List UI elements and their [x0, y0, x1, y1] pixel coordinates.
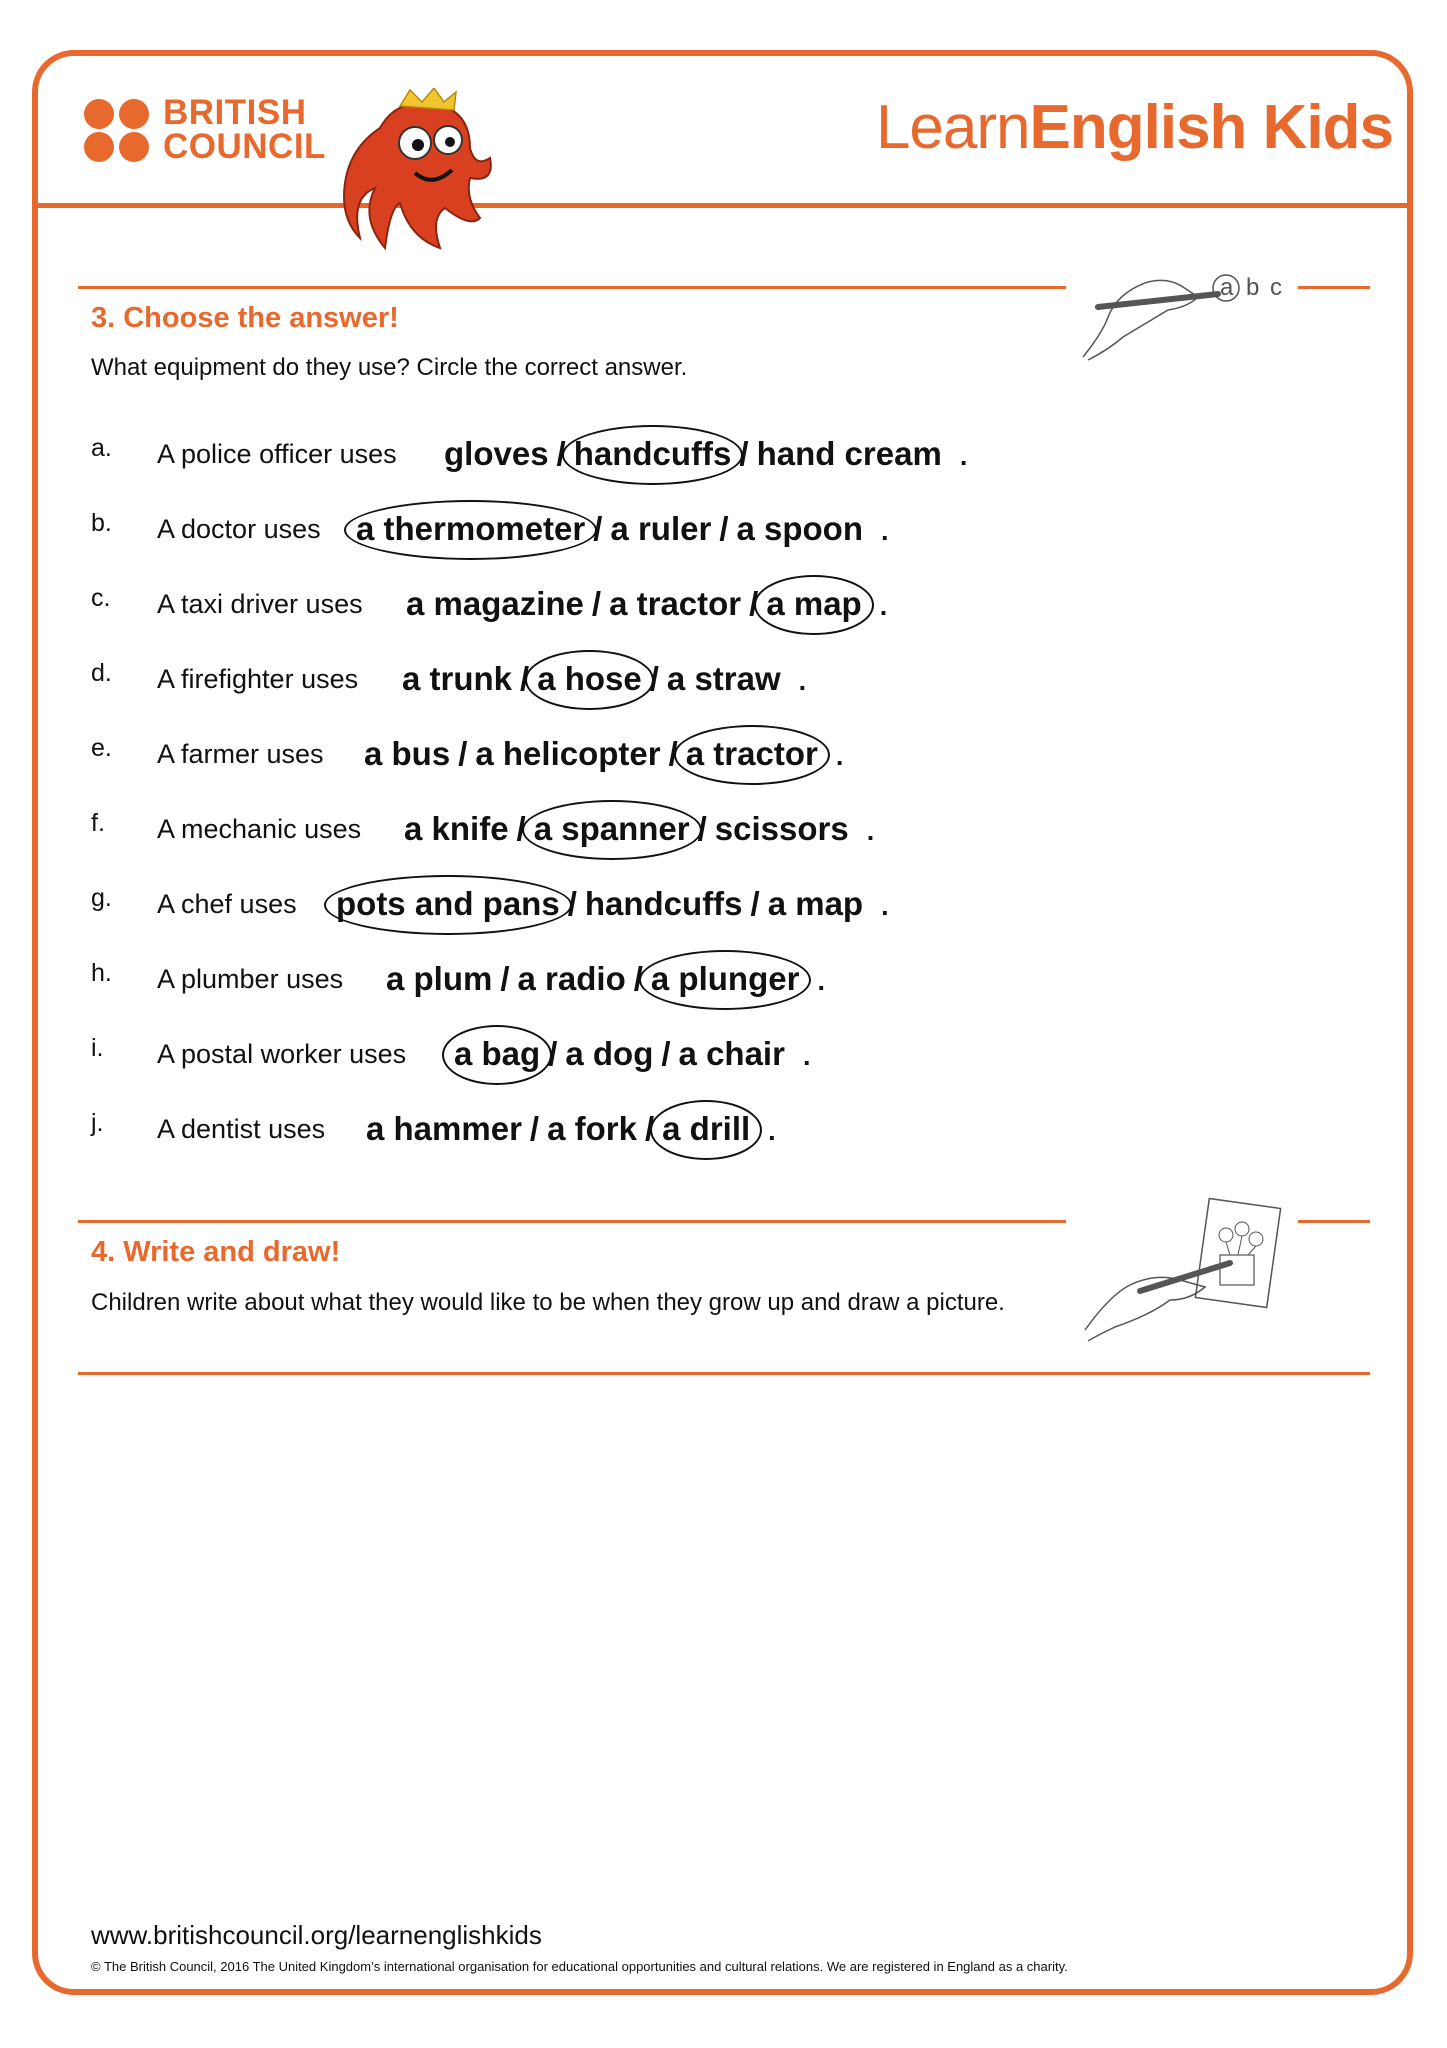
answer-options [454, 1035, 810, 1073]
question-row [91, 724, 1291, 784]
answer-options [406, 585, 887, 623]
logo-learn: Learn [875, 93, 1030, 162]
question-letter: g. [91, 884, 112, 912]
section-3-rule [78, 286, 1066, 289]
answer-options [356, 510, 889, 548]
answer-options [402, 660, 806, 698]
answer-option[interactable]: a straw [666, 660, 781, 697]
answer-options [336, 885, 889, 923]
option-separator: / [644, 1110, 655, 1147]
circled-answer-option[interactable]: pots and pans [336, 885, 560, 922]
question-prompt: A chef uses [157, 888, 297, 919]
answer-option[interactable]: a bus [364, 735, 451, 772]
answer-option[interactable]: a hammer [366, 1110, 522, 1147]
sentence-end: . [798, 666, 807, 696]
question-letter: i. [91, 1034, 104, 1062]
hand-writing-abc-icon [1078, 262, 1318, 362]
circled-answer-option[interactable]: a thermometer [356, 510, 586, 547]
hand-drawing-flowers-icon [1080, 1195, 1290, 1345]
answer-option[interactable]: a helicopter [475, 735, 661, 772]
header-divider [32, 203, 1413, 208]
circled-answer-option[interactable]: a spanner [533, 810, 690, 847]
answer-option[interactable]: a fork [547, 1110, 637, 1147]
option-separator: / [567, 885, 577, 922]
answer-option[interactable]: a chair [678, 1035, 785, 1072]
section-4-rule-right [1298, 1220, 1370, 1223]
logo-line-2: COUNCIL [163, 127, 326, 166]
answer-options [364, 735, 843, 773]
option-separator: / [520, 660, 530, 697]
option-separator: / [668, 735, 678, 772]
question-letter: j. [91, 1109, 104, 1137]
answer-option[interactable]: a knife [404, 810, 509, 847]
question-prompt: A taxi driver uses [157, 588, 363, 619]
question-row [91, 1024, 1291, 1084]
option-separator: / [556, 435, 566, 472]
section-3-instruction: What equipment do they use? Circle the correct answer. [91, 354, 688, 381]
section-4-title: 4. Write and draw! [91, 1236, 341, 1268]
question-letter: c. [91, 584, 111, 612]
answer-options [444, 435, 967, 473]
sentence-end: . [879, 591, 888, 621]
answer-option[interactable]: a ruler [610, 510, 712, 547]
question-letter: e. [91, 734, 112, 762]
answer-option[interactable]: a tractor [609, 585, 742, 622]
option-separator: / [750, 885, 760, 922]
option-separator: / [697, 810, 707, 847]
sentence-end: . [881, 891, 889, 921]
question-prompt: A mechanic uses [157, 813, 362, 844]
question-prompt: A doctor uses [157, 513, 321, 544]
answer-option[interactable]: a spoon [736, 510, 863, 547]
question-letter: h. [91, 959, 112, 987]
footer-copyright: © The British Council, 2016 The United Kingdom’s international organisation for educational opportunities and cultural relations. We are registered in England as a charity. [91, 1959, 1068, 1974]
question-row [91, 424, 1291, 484]
sentence-end: . [959, 441, 968, 471]
section-4-instruction: Children write about what they would like to be when they grow up and draw a picture. [91, 1289, 1005, 1316]
option-separator: / [739, 435, 749, 472]
answer-option[interactable]: handcuffs [584, 885, 743, 922]
svg-text:c: c [1270, 274, 1282, 301]
answer-option[interactable]: hand cream [756, 435, 942, 472]
learnenglish-kids-logo [876, 92, 1393, 163]
circled-answer-option[interactable]: a drill [662, 1110, 751, 1147]
option-separator: / [649, 660, 659, 697]
question-letter: d. [91, 659, 112, 687]
question-prompt: A firefighter uses [157, 663, 359, 694]
question-prompt: A plumber uses [157, 963, 344, 994]
option-separator: / [593, 510, 603, 547]
british-council-logo [84, 93, 326, 166]
logo-line-1: BRITISH [163, 93, 307, 132]
option-separator: / [458, 735, 468, 772]
question-row [91, 499, 1291, 559]
question-prompt: A police officer uses [157, 438, 397, 469]
circled-answer-option[interactable]: a tractor [685, 735, 818, 772]
option-separator: / [749, 585, 759, 622]
question-letter: b. [91, 509, 112, 537]
question-letter: a. [91, 434, 112, 462]
question-prompt: A dentist uses [157, 1113, 326, 1144]
circled-answer-option[interactable]: a map [766, 585, 862, 622]
answer-option[interactable]: a dog [565, 1035, 654, 1072]
option-separator: / [516, 810, 526, 847]
question-row [91, 799, 1291, 859]
circled-answer-option[interactable]: a plunger [650, 960, 800, 997]
question-row [91, 1099, 1291, 1159]
section-4-rule [78, 1220, 1066, 1223]
footer-url: www.britishcouncil.org/learnenglishkids [91, 1920, 542, 1950]
section-4-bottom-rule [78, 1372, 1370, 1375]
option-separator: / [500, 960, 510, 997]
monster-mascot-icon [330, 88, 530, 263]
option-separator: / [548, 1035, 558, 1072]
circled-answer-option[interactable]: a hose [537, 660, 642, 697]
answer-option[interactable]: a plum [386, 960, 493, 997]
answer-options [404, 810, 874, 848]
logo-dots-icon [84, 99, 151, 162]
sentence-end: . [835, 741, 844, 771]
question-prompt: A farmer uses [157, 738, 324, 769]
answer-options [386, 960, 825, 998]
answer-option[interactable]: a trunk [402, 660, 513, 697]
answer-option[interactable]: a magazine [406, 585, 584, 622]
sentence-end: . [866, 816, 875, 846]
option-separator: / [529, 1110, 540, 1147]
svg-text:b: b [1246, 274, 1260, 301]
question-row [91, 949, 1291, 1009]
option-separator: / [591, 585, 602, 622]
circled-answer-option[interactable]: a bag [454, 1035, 541, 1072]
logo-english-kids: English Kids [1029, 93, 1393, 162]
answer-option[interactable]: scissors [714, 810, 849, 847]
circled-answer-option[interactable]: handcuffs [573, 435, 732, 472]
option-separator: / [719, 510, 729, 547]
section-3-title: 3. Choose the answer! [91, 302, 399, 334]
answer-option[interactable]: gloves [444, 435, 549, 472]
sentence-end: . [881, 516, 889, 546]
option-separator: / [633, 960, 643, 997]
sentence-end: . [802, 1041, 811, 1071]
question-row [91, 649, 1291, 709]
question-letter: f. [91, 809, 105, 837]
sentence-end: . [768, 1116, 776, 1146]
answer-option[interactable]: a radio [517, 960, 626, 997]
question-row [91, 574, 1291, 634]
question-row [91, 874, 1291, 934]
answer-option[interactable]: a map [767, 885, 864, 922]
sentence-end: . [817, 966, 825, 996]
option-separator: / [661, 1035, 671, 1072]
svg-text:a: a [1220, 274, 1234, 301]
question-prompt: A postal worker uses [157, 1038, 407, 1069]
answer-options [366, 1110, 776, 1148]
